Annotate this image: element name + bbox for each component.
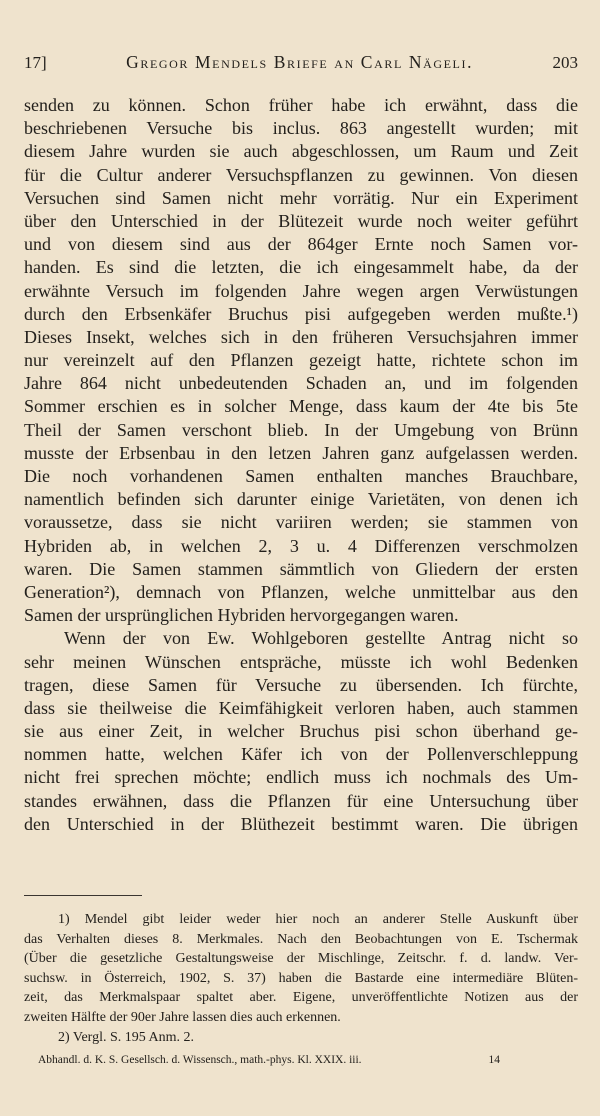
- text-line: tragen, diese Samen für Versuche zu übersenden. Ich fürchte,: [24, 674, 578, 695]
- text-line: durch den Erbsenkäfer Bruchus pisi aufgegeben werden mußte.¹): [24, 303, 578, 324]
- running-title: Gregor Mendels Briefe an Carl Nägeli.: [126, 52, 474, 72]
- text-line: für die Cultur anderer Versuchspflanzen zu gewinnen. Von diesen: [24, 164, 578, 185]
- section-number: 17]: [24, 53, 47, 72]
- text-line: sie aus einer Zeit, in welcher Bruchus pisi schon überhand ge-: [24, 721, 578, 742]
- journal-reference: Abhandl. d. K. S. Gesellsch. d. Wissensch., math.-phys. Kl. XXIX. iii.: [38, 1054, 362, 1066]
- footnote-divider: [24, 895, 142, 896]
- text-line: den Unterschied in der Blüthezeit bestimmt waren. Die übrigen: [24, 813, 578, 834]
- text-line: Die noch vorhandenen Samen enthalten manches Brauchbare,: [24, 466, 578, 486]
- text-line: nicht frei sprechen möchte; endlich muss ich nochmals des Um-: [24, 767, 578, 788]
- text-line: über den Unterschied in der Blütezeit wurde noch weiter geführt: [24, 210, 578, 231]
- running-header: [24, 52, 578, 82]
- text-line: diesem Jahre wurden sie auch abgeschlossen, um Raum und Zeit: [24, 141, 578, 162]
- footnote-line: zweiten Hälfte der 90er Jahre lassen dies auch erkennen.: [24, 1009, 341, 1025]
- text-line: Generation²), demnach von Pflanzen, welche unmittelbar aus den: [24, 581, 578, 602]
- main-text: [24, 94, 578, 836]
- text-line: musste der Erbsenbau in den letzen Jahren ganz aufgelassen werden.: [24, 442, 578, 463]
- footnote-line: (Über die gesetzliche Gestaltungsweise der Mischlinge, Zeitschr. f. d. landw. Ver-: [24, 951, 578, 967]
- footnotes: [24, 910, 578, 1047]
- footnote-line: zeit, das Merkmalspaar spaltet aber. Eigene, unveröffentlichte Notizen aus der: [24, 990, 578, 1006]
- text-line: Wenn der von Ew. Wohlgeboren gestellte Antrag nicht so: [64, 628, 578, 649]
- text-line: nur vereinzelt auf den Pflanzen gezeigt hatte, richtete schon im: [24, 350, 578, 371]
- footnote-line: 1) Mendel gibt leider weder hier noch an anderer Stelle Auskunft über: [58, 912, 578, 927]
- footnote-line: 2) Vergl. S. 195 Anm. 2.: [58, 1029, 194, 1045]
- footnote-line: das Verhalten dieses 8. Merkmales. Nach den Beobachtungen von E. Tschermak: [24, 931, 578, 947]
- text-line: namentlich befinden sich darunter einige Varietäten, von denen ich: [24, 489, 578, 510]
- page-footer: [38, 1054, 500, 1066]
- text-line: beschriebenen Versuche bis inclus. 863 angestellt wurden; mit: [24, 118, 578, 139]
- text-line: Theil der Samen verschont blieb. In der Umgebung von Brünn: [24, 419, 578, 440]
- text-line: Dieses Insekt, welches sich in den früheren Versuchsjahren immer: [24, 326, 578, 347]
- text-line: handen. Es sind die letzten, die ich eingesammelt habe, da der: [24, 257, 578, 278]
- text-line: Jahre 864 nicht unbedeutenden Schaden an, und im folgenden: [24, 373, 578, 394]
- text-line: standes erwähnen, dass die Pflanzen für eine Untersuchung über: [24, 790, 578, 811]
- text-line: dass sie theilweise die Keimfähigkeit verloren haben, auch stammen: [24, 697, 578, 718]
- text-line: erwähnte Versuch im folgenden Jahre wegen argen Verwüstungen: [24, 280, 578, 301]
- footnote-line: suchsw. in Österreich, 1902, S. 37) haben die Bastarde eine intermediäre Blüten-: [24, 970, 578, 986]
- text-line: waren. Die Samen stammen sämmtlich von Gliedern der ersten: [24, 558, 578, 579]
- text-line: Sommer erschien es in solcher Menge, dass kaum der 4te bis 5te: [24, 396, 578, 417]
- text-line: sehr meinen Wünschen entspräche, müsste ich wohl Bedenken: [24, 651, 578, 672]
- text-line: nommen hatte, welchen Käfer ich von der Pollenverschleppung: [24, 744, 578, 765]
- text-line: Hybriden ab, in welchen 2, 3 u. 4 Differenzen verschmolzen: [24, 535, 578, 556]
- signature-mark: 14: [488, 1054, 500, 1066]
- text-line: Versuchen sind Samen nicht mehr vorrätig. Nur ein Experiment: [24, 187, 578, 208]
- text-line: und von diesem sind aus der 864ger Ernte noch Samen vor-: [24, 234, 578, 255]
- text-line: Samen der ursprünglichen Hybriden hervorgegangen waren.: [24, 605, 459, 626]
- text-line: senden zu können. Schon früher habe ich erwähnt, dass die: [24, 95, 578, 115]
- page-number: 203: [552, 53, 578, 72]
- text-line: voraussetze, dass sie nicht variiren werden; sie stammen von: [24, 512, 578, 533]
